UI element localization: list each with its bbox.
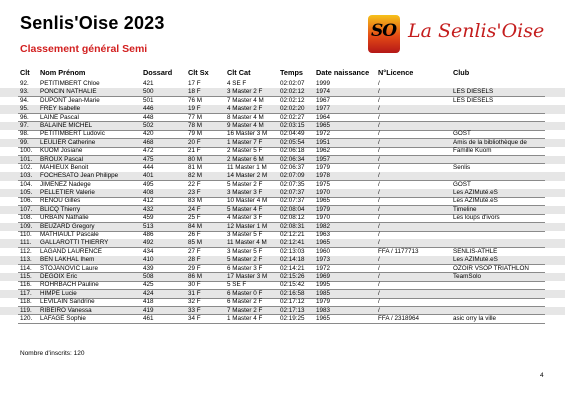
cell-clt: 111. — [20, 239, 32, 247]
table-row — [0, 164, 565, 172]
cell-date: 1974 — [316, 88, 331, 96]
cell-clt-sx: 83 M — [188, 197, 202, 205]
cell-clt: 102. — [20, 163, 33, 171]
table-row — [0, 130, 565, 138]
cell-clt: 92. — [20, 80, 29, 87]
cell-nom: BLICQ Thierry — [40, 205, 81, 213]
cell-clt-sx: 26 F — [188, 231, 201, 239]
cell-dossard: 461 — [143, 314, 154, 322]
cell-licence: / — [378, 147, 380, 155]
cell-licence: / — [378, 281, 380, 289]
cell-date: 1972 — [316, 130, 331, 138]
cell-date: 1979 — [316, 205, 331, 213]
cell-clt-cat: 17 Master 3 M — [227, 272, 268, 280]
cell-clt-cat: 10 Master 4 M — [227, 197, 268, 205]
cell-clt-cat: 7 Master 2 F — [227, 306, 263, 314]
logo-badge-icon — [368, 15, 400, 53]
table-row — [0, 298, 565, 306]
cell-nom: BROUX Pascal — [40, 155, 84, 163]
cell-licence: / — [378, 205, 380, 213]
table-row — [0, 88, 565, 96]
cell-temps: 02:15:42 — [280, 281, 305, 289]
cell-temps: 02:02:12 — [280, 88, 305, 96]
cell-dossard: 502 — [143, 121, 154, 129]
cell-nom: FREY Isabelle — [40, 105, 81, 113]
cell-date: 1965 — [316, 121, 331, 129]
cell-dossard: 500 — [143, 88, 154, 96]
cell-nom: LAINE Pascal — [40, 113, 79, 121]
cell-date: 1965 — [316, 197, 331, 205]
cell-clt-cat: 5 Master 2 F — [227, 256, 263, 264]
cell-club: LES DIESELS — [453, 96, 494, 104]
cell-dossard: 486 — [143, 231, 154, 239]
cell-clt-sx: 30 F — [188, 281, 201, 289]
cell-date: 1975 — [316, 180, 331, 188]
cell-dossard: 401 — [143, 172, 154, 180]
cell-date: 1965 — [316, 314, 331, 322]
col-clt-cat: Clt Cat — [227, 68, 251, 77]
cell-clt: 118. — [20, 298, 32, 306]
cell-dossard: 418 — [143, 298, 154, 306]
cell-nom: MAHIEUX Benoit — [40, 163, 89, 171]
cell-licence: / — [378, 264, 380, 272]
table-row — [0, 281, 565, 289]
cell-temps: 02:17:12 — [280, 298, 305, 306]
cell-nom: URBAIN Nathalie — [40, 214, 89, 222]
cell-clt-sx: 77 M — [188, 113, 202, 121]
cell-dossard: 508 — [143, 272, 154, 280]
cell-licence: / — [378, 272, 380, 280]
cell-licence: FFA / 1177713 — [378, 247, 419, 255]
cell-nom: MATHIAULT Pascale — [40, 231, 99, 239]
cell-clt-cat: 5 SE F — [227, 281, 247, 289]
cell-clt: 116. — [20, 281, 32, 289]
table-row — [0, 307, 565, 315]
cell-clt-sx: 82 M — [188, 172, 202, 180]
cell-clt: 94. — [20, 96, 29, 104]
cell-clt-sx: 81 M — [188, 163, 202, 171]
cell-temps: 02:19:25 — [280, 314, 305, 322]
cell-clt-sx: 24 F — [188, 205, 201, 213]
cell-clt: 110. — [20, 231, 32, 239]
cell-date: 1972 — [316, 264, 331, 272]
cell-clt: 93. — [20, 88, 29, 96]
cell-licence: / — [378, 197, 380, 205]
cell-clt-sx: 21 F — [188, 147, 201, 155]
cell-date: 1963 — [316, 231, 331, 239]
cell-temps: 02:14:21 — [280, 264, 305, 272]
cell-licence: / — [378, 163, 380, 171]
table-row — [0, 231, 565, 239]
page-title: Senlis'Oise 2023 — [20, 13, 165, 33]
cell-date: 1973 — [316, 256, 331, 264]
cell-temps: 02:12:21 — [280, 231, 305, 239]
cell-clt-sx: 31 F — [188, 289, 201, 297]
cell-temps: 02:03:15 — [280, 121, 305, 129]
cell-dossard: 448 — [143, 113, 154, 121]
cell-temps: 02:02:12 — [280, 96, 305, 104]
cell-clt-cat: 16 Master 3 M — [227, 130, 268, 138]
col-date-naissance: Date naissance — [316, 68, 370, 77]
cell-clt: 112. — [20, 247, 32, 255]
cell-club: OZOIR VSOP TRIATHLON — [453, 264, 529, 272]
cell-licence: / — [378, 289, 380, 297]
cell-licence: / — [378, 298, 380, 306]
cell-date: 1964 — [316, 113, 331, 121]
cell-dossard: 419 — [143, 306, 154, 314]
cell-club: GOST — [453, 130, 471, 138]
table-row — [0, 223, 565, 231]
cell-temps: 02:14:18 — [280, 256, 305, 264]
cell-date: 1962 — [316, 147, 331, 155]
cell-clt-cat: 6 Master 0 F — [227, 289, 263, 297]
cell-nom: BEUZARD Gregory — [40, 222, 95, 230]
logo-text: La Senlis'Oise — [408, 20, 545, 42]
cell-club: Les AZIMuté.eS — [453, 256, 498, 264]
cell-dossard: 420 — [143, 130, 154, 138]
col-nom: Nom Prénom — [40, 68, 86, 77]
col-clt: Clt — [20, 68, 30, 77]
cell-date: 1979 — [316, 163, 331, 171]
cell-clt-cat: 12 Master 1 M — [227, 222, 268, 230]
cell-clt: 117. — [20, 289, 32, 297]
cell-clt-cat: 11 Master 1 M — [227, 163, 267, 171]
table-row — [0, 97, 565, 105]
cell-date: 1951 — [316, 138, 331, 146]
cell-licence: / — [378, 155, 380, 163]
cell-clt: 120. — [20, 314, 33, 322]
table-row — [0, 290, 565, 298]
cell-licence: / — [378, 239, 380, 247]
cell-club: LES DIESELS — [453, 88, 494, 96]
cell-clt-sx: 19 F — [188, 105, 201, 113]
cell-date: 1967 — [316, 96, 331, 104]
cell-dossard: 412 — [143, 197, 154, 205]
cell-clt-cat: 11 Master 4 M — [227, 239, 267, 247]
cell-dossard: 459 — [143, 214, 154, 222]
cell-date: 1982 — [316, 222, 331, 230]
cell-temps: 02:16:58 — [280, 289, 305, 297]
cell-clt-sx: 29 F — [188, 264, 201, 272]
cell-licence: FFA / 2318964 — [378, 314, 419, 322]
cell-date: 1978 — [316, 172, 331, 180]
cell-nom: DEGOIX Eric — [40, 272, 78, 280]
cell-clt-sx: 85 M — [188, 239, 202, 247]
cell-licence: / — [378, 80, 380, 87]
cell-clt-sx: 79 M — [188, 130, 202, 138]
table-row — [0, 256, 565, 264]
table-row — [0, 80, 565, 88]
table-row — [0, 122, 565, 130]
cell-licence: / — [378, 189, 380, 197]
cell-dossard: 410 — [143, 256, 154, 264]
cell-dossard: 513 — [143, 222, 154, 230]
cell-clt-cat: 4 Master 3 F — [227, 214, 263, 222]
cell-clt-cat: 4 Master 2 F — [227, 105, 263, 113]
cell-date: 1970 — [316, 214, 331, 222]
cell-date: 1969 — [316, 272, 331, 280]
cell-temps: 02:08:04 — [280, 205, 305, 213]
cell-clt-cat: 1 Master 7 F — [227, 138, 263, 146]
cell-nom: DUPONT Jean-Marie — [40, 96, 100, 104]
cell-licence: / — [378, 96, 380, 104]
cell-licence: / — [378, 256, 380, 264]
cell-clt: 109. — [20, 222, 33, 230]
table-row — [0, 139, 565, 147]
cell-clt: 98. — [20, 130, 29, 138]
cell-nom: LEULIER Catherine — [40, 138, 96, 146]
cell-club: Les AZIMuté.eS — [453, 189, 498, 197]
cell-temps: 02:12:41 — [280, 239, 305, 247]
cell-clt-sx: 27 F — [188, 247, 201, 255]
cell-temps: 02:13:03 — [280, 247, 305, 255]
cell-nom: GALLAROTTI THIERRY — [40, 239, 109, 247]
page-subtitle: Classement général Semi — [20, 43, 148, 55]
cell-clt-cat: 5 Master 4 F — [227, 205, 263, 213]
cell-licence: / — [378, 88, 380, 96]
cell-clt-cat: 3 Master 3 F — [227, 189, 263, 197]
cell-clt-sx: 22 F — [188, 180, 201, 188]
cell-licence: / — [378, 214, 380, 222]
cell-licence: / — [378, 130, 380, 138]
col-clt-sx: Clt Sx — [188, 68, 209, 77]
cell-temps: 02:07:37 — [280, 189, 305, 197]
col-licence: N°Licence — [378, 68, 414, 77]
cell-clt-cat: 8 Master 4 M — [227, 113, 264, 121]
table-row — [0, 197, 565, 205]
cell-temps: 02:17:13 — [280, 306, 305, 314]
cell-dossard: 501 — [143, 96, 154, 104]
cell-clt-cat: 9 Master 4 M — [227, 121, 264, 129]
cell-clt: 103. — [20, 172, 33, 180]
table-row — [0, 114, 565, 122]
cell-dossard: 492 — [143, 239, 154, 247]
cell-club: TeamSolo — [453, 272, 482, 280]
cell-club: asic orry la ville — [453, 314, 497, 322]
cell-temps: 02:07:35 — [280, 180, 305, 188]
cell-club: SENLIS-ATHLE — [453, 247, 498, 255]
col-temps: Temps — [280, 68, 303, 77]
table-row — [0, 105, 565, 113]
results-table — [0, 80, 565, 323]
cell-date: 1977 — [316, 105, 331, 113]
cell-clt-sx: 17 F — [188, 80, 201, 87]
cell-clt-sx: 28 F — [188, 256, 201, 264]
cell-licence: / — [378, 121, 380, 129]
cell-temps: 02:08:31 — [280, 222, 305, 230]
cell-temps: 02:04:49 — [280, 130, 305, 138]
cell-date: 1965 — [316, 239, 331, 247]
page-number: 4 — [540, 372, 544, 379]
cell-dossard: 421 — [143, 80, 154, 87]
cell-clt-cat: 3 Master 5 F — [227, 247, 263, 255]
cell-clt: 115. — [20, 272, 32, 280]
cell-clt: 99. — [20, 138, 29, 146]
table-row — [0, 273, 565, 281]
cell-temps: 02:05:54 — [280, 138, 305, 146]
cell-date: 1995 — [316, 281, 331, 289]
table-row — [0, 248, 565, 256]
cell-licence: / — [378, 113, 380, 121]
cell-clt: 95. — [20, 105, 29, 113]
logo-symbol: SO — [371, 21, 397, 41]
cell-temps: 02:15:26 — [280, 272, 305, 280]
cell-nom: LAFAGE Sophie — [40, 314, 86, 322]
cell-clt: 100. — [20, 147, 33, 155]
cell-clt: 106. — [20, 197, 33, 205]
cell-licence: / — [378, 172, 380, 180]
cell-clt-sx: 33 F — [188, 306, 201, 314]
cell-dossard: 425 — [143, 281, 154, 289]
table-row — [0, 189, 565, 197]
cell-dossard: 424 — [143, 289, 154, 297]
cell-clt-sx: 32 F — [188, 298, 201, 306]
cell-clt-cat: 7 Master 4 M — [227, 96, 264, 104]
cell-clt: 108. — [20, 214, 33, 222]
cell-temps: 02:02:27 — [280, 113, 305, 121]
cell-clt-sx: 76 M — [188, 96, 202, 104]
cell-clt: 105. — [20, 189, 33, 197]
cell-temps: 02:06:34 — [280, 155, 305, 163]
cell-nom: KUOM Josiane — [40, 147, 83, 155]
cell-licence: / — [378, 222, 380, 230]
col-dossard: Dossard — [143, 68, 173, 77]
cell-temps: 02:06:18 — [280, 147, 305, 155]
cell-clt-cat: 3 Master 2 F — [227, 88, 263, 96]
cell-clt-sx: 25 F — [188, 214, 201, 222]
col-club: Club — [453, 68, 470, 77]
cell-clt-cat: 6 Master 3 F — [227, 264, 263, 272]
cell-club: Les loups d'ivors — [453, 214, 500, 222]
cell-date: 1985 — [316, 289, 331, 297]
cell-nom: RENOU Gilles — [40, 197, 81, 205]
table-row — [0, 181, 565, 189]
cell-temps: 02:06:37 — [280, 163, 305, 171]
cell-clt-cat: 14 Master 2 M — [227, 172, 268, 180]
cell-dossard: 495 — [143, 180, 154, 188]
table-header — [0, 66, 565, 78]
cell-club: Amis de la bibliothèque de — [453, 138, 527, 146]
cell-club: Senlis — [453, 163, 471, 171]
event-logo — [368, 15, 548, 57]
cell-date: 1999 — [316, 80, 331, 87]
cell-nom: STOJANOVIC Laure — [40, 264, 98, 272]
cell-clt: 113. — [20, 256, 32, 264]
cell-nom: BALAINE MICHEL — [40, 121, 93, 129]
cell-nom: BEN LAKHAL Ihem — [40, 256, 95, 264]
table-row — [0, 214, 565, 222]
cell-clt-sx: 84 M — [188, 222, 202, 230]
cell-licence: / — [378, 231, 380, 239]
cell-dossard: 446 — [143, 105, 154, 113]
cell-nom: LEVILAIN Sandrine — [40, 298, 95, 306]
cell-dossard: 475 — [143, 155, 154, 163]
table-row — [0, 315, 565, 323]
cell-date: 1957 — [316, 155, 331, 163]
cell-date: 1960 — [316, 247, 331, 255]
cell-nom: PONCIN NATHALIE — [40, 88, 97, 96]
cell-clt-sx: 86 M — [188, 272, 202, 280]
cell-clt: 96. — [20, 113, 29, 121]
table-row — [0, 265, 565, 273]
cell-date: 1983 — [316, 306, 331, 314]
cell-clt-sx: 20 F — [188, 138, 201, 146]
cell-nom: JIMENEZ Nadege — [40, 180, 91, 188]
cell-date: 1979 — [316, 298, 331, 306]
cell-licence: / — [378, 105, 380, 113]
table-row — [0, 147, 565, 155]
cell-club: Famille Kuom — [453, 147, 492, 155]
cell-dossard: 439 — [143, 264, 154, 272]
cell-nom: FOCHESATO Jean Philippe — [40, 172, 119, 180]
cell-licence: / — [378, 138, 380, 146]
cell-clt: 119. — [20, 306, 32, 314]
cell-licence: / — [378, 180, 380, 188]
cell-dossard: 472 — [143, 147, 154, 155]
cell-clt-sx: 18 F — [188, 88, 201, 96]
cell-temps: 02:08:12 — [280, 214, 305, 222]
cell-licence: / — [378, 306, 380, 314]
cell-clt-cat: 2 Master 5 F — [227, 147, 263, 155]
cell-nom: HIMPE Lucie — [40, 289, 77, 297]
table-row — [0, 172, 565, 180]
cell-clt: 107. — [20, 205, 33, 213]
cell-clt-cat: 3 Master 5 F — [227, 231, 263, 239]
cell-clt-sx: 80 M — [188, 155, 202, 163]
cell-clt-sx: 34 F — [188, 314, 201, 322]
cell-dossard: 434 — [143, 247, 154, 255]
cell-clt-cat: 6 Master 2 F — [227, 298, 263, 306]
table-row — [0, 239, 565, 247]
cell-nom: RIBEIRO Vanessa — [40, 306, 92, 314]
cell-club: GOST — [453, 180, 471, 188]
cell-temps: 02:02:07 — [280, 80, 305, 87]
cell-date: 1970 — [316, 189, 331, 197]
cell-clt: 101. — [20, 155, 33, 163]
cell-nom: PETITIMBERT Chloe — [40, 80, 100, 87]
cell-clt-sx: 23 F — [188, 189, 201, 197]
cell-temps: 02:02:20 — [280, 105, 305, 113]
cell-clt-cat: 4 SE F — [227, 80, 247, 87]
cell-clt-cat: 5 Master 2 F — [227, 180, 263, 188]
cell-temps: 02:07:37 — [280, 197, 305, 205]
cell-dossard: 444 — [143, 163, 154, 171]
cell-club: Timeline — [453, 205, 477, 213]
cell-clt: 114. — [20, 264, 32, 272]
cell-club: Les AZIMuté.eS — [453, 197, 498, 205]
table-row — [0, 206, 565, 214]
cell-clt: 97. — [20, 121, 29, 129]
cell-clt-cat: 1 Master 4 F — [227, 314, 263, 322]
cell-nom: LAGAND LAURENCE — [40, 247, 102, 255]
cell-nom: ROHRBACH Pauline — [40, 281, 99, 289]
cell-nom: PETITIMBERT Ludovic — [40, 130, 105, 138]
table-row — [0, 156, 565, 164]
registrant-count: Nombre d'inscrits: 120 — [20, 350, 85, 357]
cell-dossard: 408 — [143, 189, 154, 197]
cell-clt: 104. — [20, 180, 33, 188]
cell-dossard: 432 — [143, 205, 154, 213]
cell-dossard: 468 — [143, 138, 154, 146]
cell-temps: 02:07:09 — [280, 172, 305, 180]
cell-nom: PELLETIER Valerie — [40, 189, 95, 197]
cell-clt-cat: 2 Master 6 M — [227, 155, 264, 163]
cell-clt-sx: 78 M — [188, 121, 202, 129]
